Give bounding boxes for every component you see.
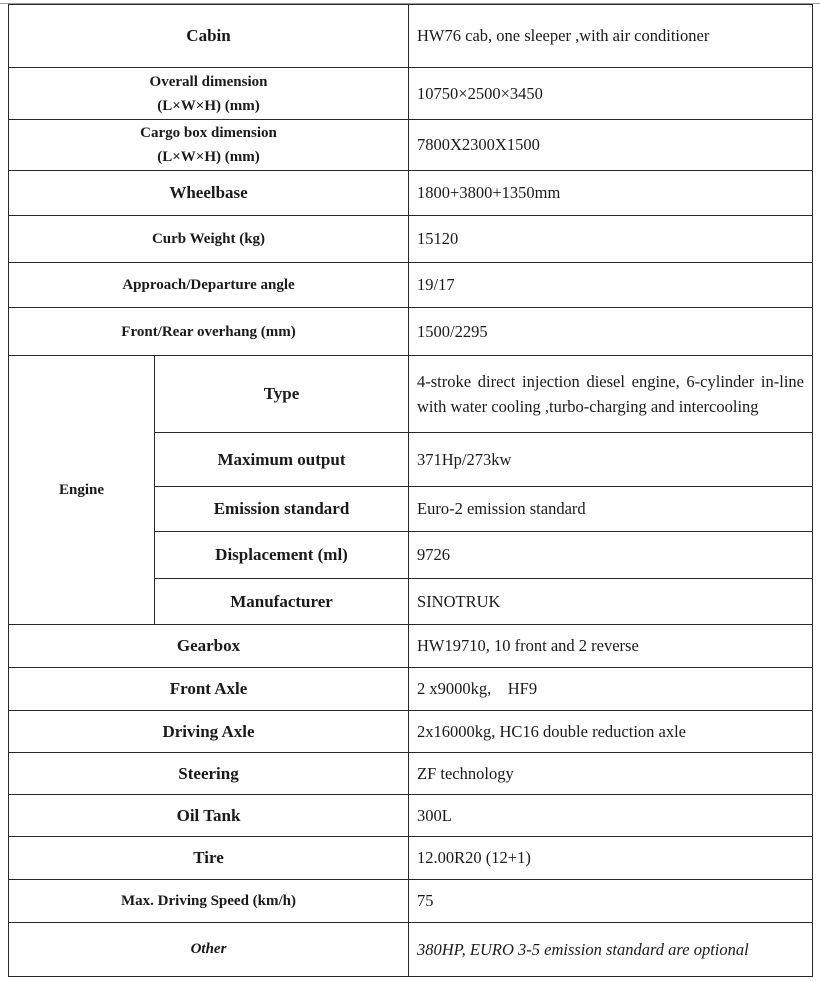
row-value: 75 xyxy=(409,880,813,923)
table-row xyxy=(9,356,813,433)
table-row xyxy=(9,216,813,263)
row-value: 300L xyxy=(409,795,813,837)
row-label xyxy=(9,68,409,120)
row-value: 2 x9000kg, HF9 xyxy=(409,668,813,711)
row-value: Euro-2 emission standard xyxy=(409,487,813,532)
row-value: 15120 xyxy=(409,216,813,263)
row-label: Wheelbase xyxy=(9,171,409,216)
row-value: 12.00R20 (12+1) xyxy=(409,837,813,880)
row-value: 7800X2300X1500 xyxy=(409,120,813,171)
table-row xyxy=(9,5,813,68)
row-label: Other xyxy=(9,923,409,977)
row-label: Max. Driving Speed (km/h) xyxy=(9,880,409,923)
row-value: 380HP, EURO 3-5 emission standard are optional xyxy=(409,923,813,977)
row-value: HW19710, 10 front and 2 reverse xyxy=(409,625,813,668)
table-row xyxy=(9,795,813,837)
row-value: ZF technology xyxy=(409,753,813,795)
row-label: Emission standard xyxy=(155,487,409,532)
row-label: Displacement (ml) xyxy=(155,532,409,579)
row-value: HW76 cab, one sleeper ,with air conditioner xyxy=(409,5,813,68)
table-row xyxy=(9,120,813,171)
row-label: Front/Rear overhang (mm) xyxy=(9,308,409,356)
row-value: 10750×2500×3450 xyxy=(409,68,813,120)
row-value: 1500/2295 xyxy=(409,308,813,356)
row-label xyxy=(9,120,409,171)
table-row xyxy=(9,68,813,120)
table-row xyxy=(9,753,813,795)
row-value: 1800+3800+1350mm xyxy=(409,171,813,216)
table-row xyxy=(9,880,813,923)
row-label: Oil Tank xyxy=(9,795,409,837)
table-row xyxy=(9,668,813,711)
row-value: 9726 xyxy=(409,532,813,579)
row-label: Approach/Departure angle xyxy=(9,263,409,308)
table-row xyxy=(9,171,813,216)
row-label-line1: Overall dimension xyxy=(149,73,268,90)
row-label: Tire xyxy=(9,837,409,880)
row-label: Curb Weight (kg) xyxy=(9,216,409,263)
row-value: 371Hp/273kw xyxy=(409,433,813,487)
table-row xyxy=(9,711,813,753)
table-row xyxy=(9,837,813,880)
table-row xyxy=(9,625,813,668)
spec-sheet xyxy=(8,4,812,977)
row-value: 4-stroke direct injection diesel engine, 6-cylinder in-line with water cooling ,turbo-charging and intercooling xyxy=(409,356,813,433)
row-label: Driving Axle xyxy=(9,711,409,753)
row-label: Cabin xyxy=(9,5,409,68)
engine-group-label: Engine xyxy=(9,356,155,625)
row-label-line2: (L×W×H) (mm) xyxy=(157,149,260,165)
row-label: Type xyxy=(155,356,409,433)
row-label-line2: (L×W×H) (mm) xyxy=(157,97,260,114)
row-value: 2x16000kg, HC16 double reduction axle xyxy=(409,711,813,753)
row-label: Front Axle xyxy=(9,668,409,711)
row-label: Manufacturer xyxy=(155,579,409,625)
table-row xyxy=(9,308,813,356)
table-row xyxy=(9,263,813,308)
row-label: Maximum output xyxy=(155,433,409,487)
spec-table xyxy=(8,4,813,977)
row-label: Gearbox xyxy=(9,625,409,668)
table-row xyxy=(9,923,813,977)
row-value: SINOTRUK xyxy=(409,579,813,625)
row-value: 19/17 xyxy=(409,263,813,308)
row-label-line1: Cargo box dimension xyxy=(140,125,277,141)
row-label: Steering xyxy=(9,753,409,795)
